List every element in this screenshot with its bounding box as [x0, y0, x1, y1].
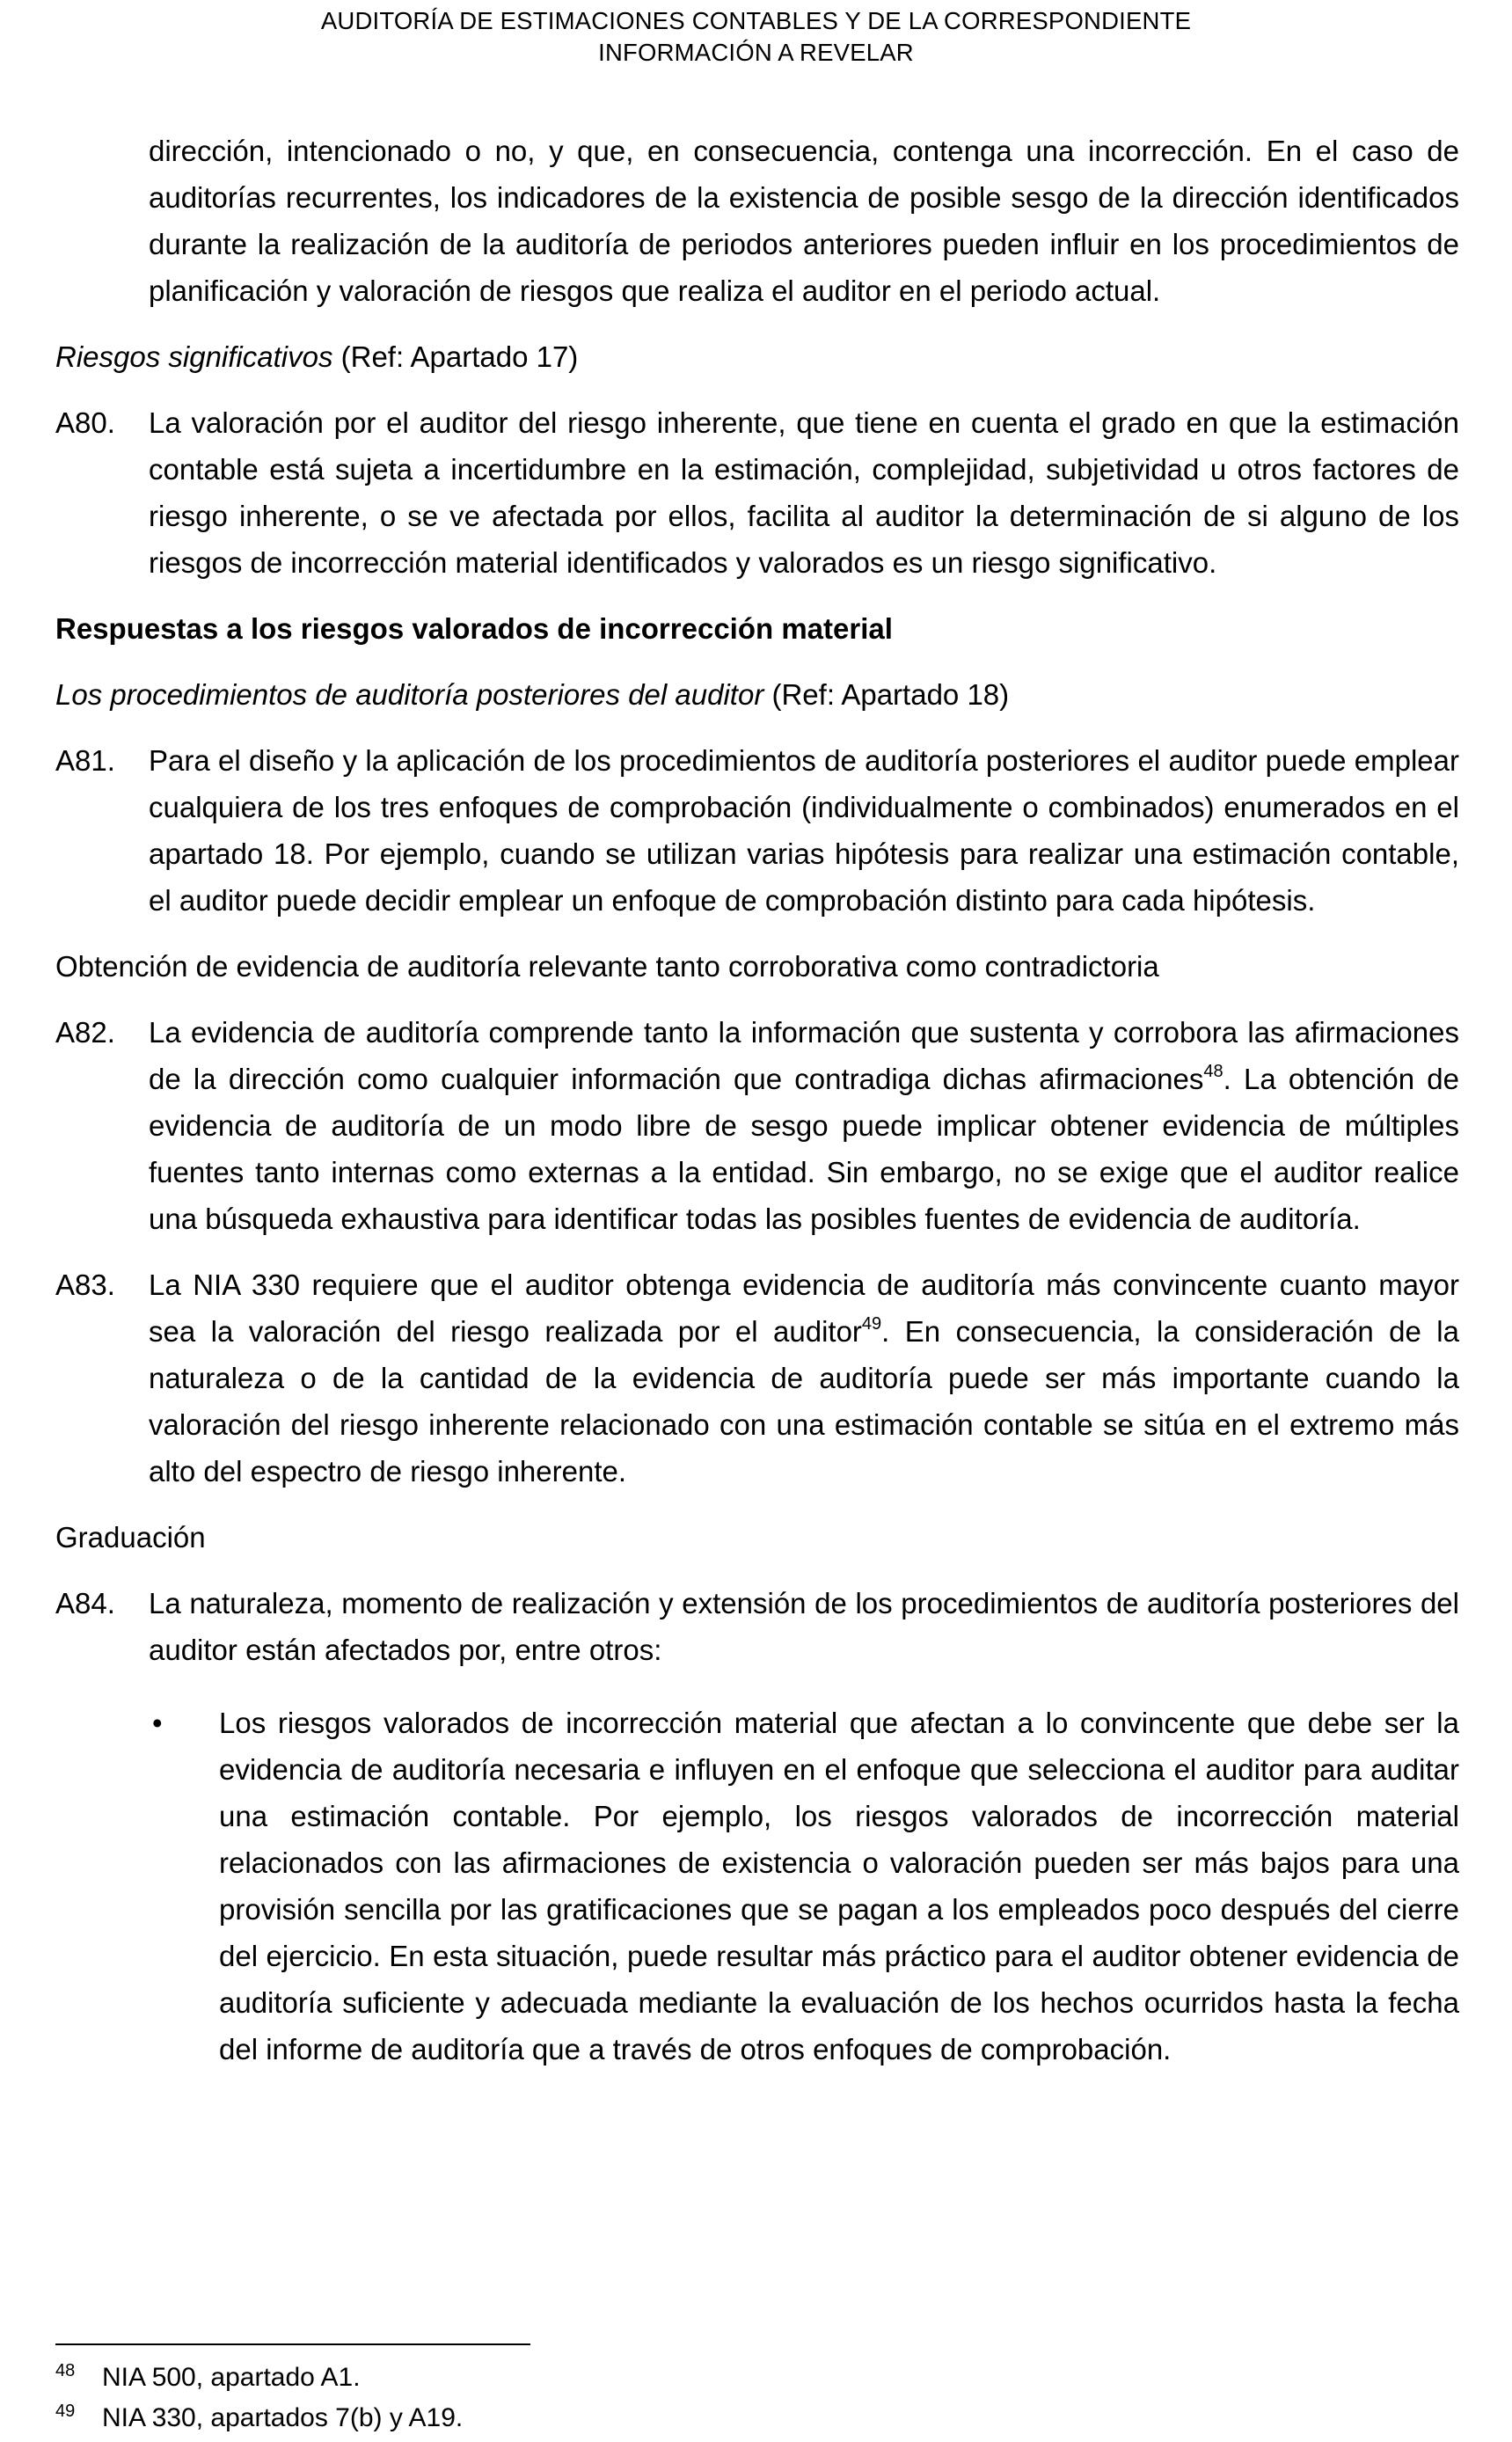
section-heading-procedimientos-title: Los procedimientos de auditoría posteriores del auditor — [55, 678, 764, 711]
paragraph-text: La valoración por el auditor del riesgo inherente, que tiene en cuenta el grado en que la estimación contable está sujeta a incertidumbre en la estimación, complejidad, subjetividad u otros factores de riesgo inherente, o se ve afectada por ellos, facilita al auditor la determinación de si alguno de los riesgos de incorrección material identificados y valorados es un riesgo significativo. — [149, 406, 1459, 579]
footnote-48 — [55, 2358, 1375, 2398]
footnote-49 — [55, 2398, 1375, 2438]
footnote-number: 48 — [55, 2361, 76, 2380]
bullet-icon: • — [152, 1707, 163, 1739]
paragraph-number: A84. — [55, 1587, 115, 1619]
section-heading-respuestas: Respuestas a los riesgos valorados de incorrección material — [55, 612, 893, 645]
section-heading-procedimientos-ref: (Ref: Apartado 18) — [763, 678, 1010, 711]
document-body — [55, 128, 1459, 2073]
section-heading-riesgos-ref: (Ref: Apartado 17) — [332, 340, 579, 373]
paragraph-a83 — [55, 1261, 1459, 1495]
footnote-divider — [55, 2343, 530, 2345]
section-heading-obtencion: Obtención de evidencia de auditoría relevante tanto corroborativa como contradictoria — [55, 950, 1159, 983]
paragraph-a81 — [55, 737, 1459, 924]
header-line-1: AUDITORÍA DE ESTIMACIONES CONTABLES Y DE LA CORRESPONDIENTE — [320, 7, 1192, 34]
footnote-ref-48[interactable]: 48 — [1203, 1062, 1223, 1081]
section-heading-riesgos — [55, 333, 1459, 380]
section-heading-riesgos-title: Riesgos significativos — [55, 340, 333, 373]
footnote-text: NIA 500, apartado A1. — [102, 2363, 361, 2392]
footnote-number: 49 — [55, 2402, 76, 2421]
list-item — [55, 1700, 1459, 2073]
paragraph-text: Para el diseño y la aplicación de los procedimientos de auditoría posteriores el auditor puede emplear cualquiera de los tres enfoques de comprobación (individualmente o combinados) enumerados en el apartado 18. Por ejemplo, cuando se utilizan varias hipótesis para realizar una estimación contable, el auditor puede decidir emplear un enfoque de comprobación distinto para cada hipótesis. — [149, 744, 1459, 917]
footnote-text: NIA 330, apartados 7(b) y A19. — [102, 2403, 464, 2432]
section-heading-procedimientos — [55, 671, 1459, 718]
paragraph-number: A83. — [55, 1269, 115, 1301]
footnote-ref-49[interactable]: 49 — [861, 1314, 882, 1334]
paragraph-text: La naturaleza, momento de realización y extensión de los procedimientos de auditoría posteriores del auditor están afectados por, entre otros: — [149, 1587, 1459, 1666]
paragraph-text: La evidencia de auditoría comprende tanto la información que sustenta y corrobora las afirmaciones de la dirección como cualquier información que contradiga dichas afirmaciones — [149, 1016, 1459, 1095]
page-header — [0, 5, 1512, 69]
paragraph-a82 — [55, 1009, 1459, 1242]
paragraph-number: A82. — [55, 1016, 115, 1049]
paragraph-number: A81. — [55, 744, 115, 777]
footnotes — [55, 2358, 1375, 2438]
continuation-paragraph: dirección, intencionado o no, y que, en consecuencia, contenga una incorrección. En el caso de auditorías recurrentes, los indicadores de la existencia de posible sesgo de la dirección identificados durante la realización de la auditoría de periodos anteriores pueden influir en los procedimientos de planificación y valoración de riesgos que realiza el auditor en el periodo actual. — [149, 135, 1459, 307]
paragraph-text: La NIA 330 requiere que el auditor obtenga evidencia de auditoría más convincente cuanto mayor sea la valoración del riesgo realizada por el auditor — [149, 1269, 1459, 1348]
header-line-2: INFORMACIÓN A REVELAR — [598, 39, 914, 66]
paragraph-a84 — [55, 1580, 1459, 1673]
section-heading-graduacion: Graduación — [55, 1521, 206, 1554]
paragraph-text-continued: . En consecuencia, la consideración de la naturaleza o de la cantidad de la evidencia de auditoría puede ser más importante cuando la valoración del riesgo inherente relacionado con una estimación contable se sitúa en el extremo más alto del espectro de riesgo inherente. — [149, 1315, 1459, 1488]
list-item-text: Los riesgos valorados de incorrección material que afectan a lo convincente que debe ser la evidencia de auditoría necesaria e influyen en el enfoque que selecciona el auditor para auditar una estimación contable. Por ejemplo, los riesgos valorados de incorrección material relacionados con las afirmaciones de existencia o valoración pueden ser más bajos para una provisión sencilla por las gratificaciones que se pagan a los empleados poco después del cierre del ejercicio. En esta situación, puede resultar más práctico para el auditor obtener evidencia de auditoría suficiente y adecuada mediante la evaluación de los hechos ocurridos hasta la fecha del informe de auditoría que a través de otros enfoques de comprobación. — [219, 1707, 1459, 2065]
paragraph-a80 — [55, 399, 1459, 586]
paragraph-text-continued: . La obtención de evidencia de auditoría de un modo libre de sesgo puede implicar obtener evidencia de múltiples fuentes tanto internas como externas a la entidad. Sin embargo, no se exige que el auditor realice una búsqueda exhaustiva para identificar todas las posibles fuentes de evidencia de auditoría. — [149, 1063, 1459, 1235]
paragraph-number: A80. — [55, 406, 115, 439]
